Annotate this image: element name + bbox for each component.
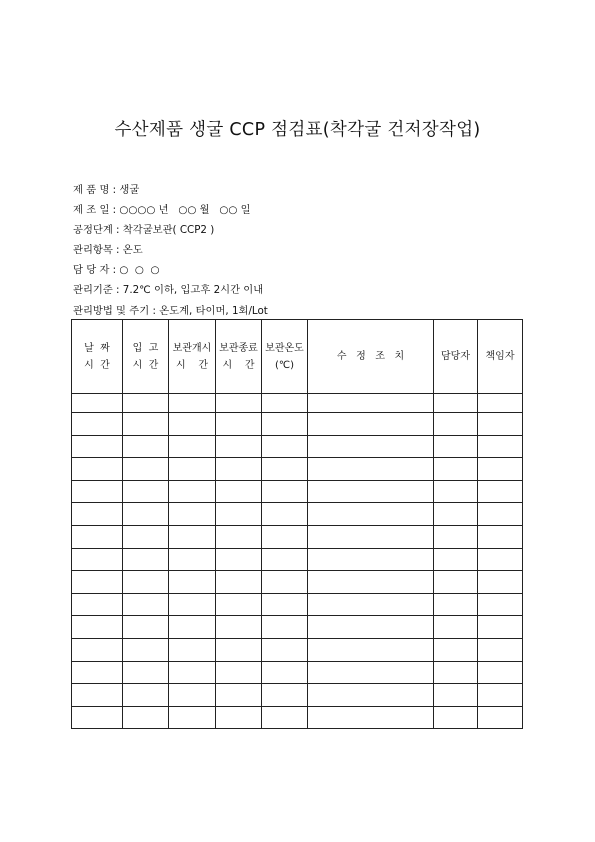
table-cell[interactable]: [262, 435, 308, 458]
inspection-table: [71, 319, 523, 729]
table-cell[interactable]: [169, 413, 216, 436]
table-cell[interactable]: [478, 480, 523, 503]
table-cell[interactable]: [262, 413, 308, 436]
table-row: [72, 684, 523, 707]
table-cell[interactable]: [262, 548, 308, 571]
table-cell[interactable]: [434, 684, 478, 707]
table-cell[interactable]: [123, 503, 169, 526]
table-cell[interactable]: [308, 593, 434, 616]
table-cell[interactable]: [123, 394, 169, 413]
table-cell[interactable]: [216, 503, 262, 526]
table-row: [72, 458, 523, 481]
table-cell[interactable]: [169, 548, 216, 571]
table-cell[interactable]: [434, 571, 478, 594]
table-cell[interactable]: [434, 480, 478, 503]
table-cell[interactable]: [434, 706, 478, 729]
table-cell[interactable]: [434, 661, 478, 684]
process-step-field: 공정단계 : 착각굴보관( CCP2 ): [73, 224, 215, 237]
table-cell[interactable]: [308, 684, 434, 707]
table-cell[interactable]: [169, 616, 216, 639]
table-cell[interactable]: [478, 394, 523, 413]
table-cell[interactable]: [262, 684, 308, 707]
table-cell[interactable]: [478, 458, 523, 481]
table-cell[interactable]: [72, 480, 123, 503]
table-cell[interactable]: [478, 435, 523, 458]
table-cell[interactable]: [216, 638, 262, 661]
table-cell[interactable]: [308, 503, 434, 526]
table-cell[interactable]: [72, 394, 123, 413]
table-cell[interactable]: [434, 525, 478, 548]
table-cell[interactable]: [72, 503, 123, 526]
table-row: [72, 435, 523, 458]
table-cell[interactable]: [434, 394, 478, 413]
table-cell[interactable]: [169, 435, 216, 458]
table-row: [72, 661, 523, 684]
table-row: [72, 593, 523, 616]
table-row: [72, 480, 523, 503]
table-cell[interactable]: [308, 413, 434, 436]
table-cell[interactable]: [262, 394, 308, 413]
table-cell[interactable]: [216, 661, 262, 684]
table-cell[interactable]: [123, 616, 169, 639]
table-cell[interactable]: [216, 548, 262, 571]
table-cell[interactable]: [123, 458, 169, 481]
table-cell[interactable]: [123, 593, 169, 616]
production-date-field: 제 조 일 : ○○○○ 년 ○○ 월 ○○ 일: [73, 204, 251, 217]
header-corrective-action: 수 정 조 치: [308, 320, 434, 394]
table-cell[interactable]: [72, 638, 123, 661]
table-cell[interactable]: [216, 684, 262, 707]
table-row: [72, 394, 523, 413]
table-cell[interactable]: [123, 684, 169, 707]
table-cell[interactable]: [123, 571, 169, 594]
table-cell[interactable]: [434, 616, 478, 639]
table-row: [72, 548, 523, 571]
table-cell[interactable]: [262, 706, 308, 729]
table-cell[interactable]: [169, 684, 216, 707]
person-in-charge-field: 담 당 자 : ○ ○ ○: [73, 264, 160, 277]
table-cell[interactable]: [308, 571, 434, 594]
table-cell[interactable]: [169, 706, 216, 729]
table-cell[interactable]: [308, 458, 434, 481]
header-storage-temperature: 보관온도 (℃): [262, 320, 308, 394]
table-cell[interactable]: [123, 548, 169, 571]
table-cell[interactable]: [434, 638, 478, 661]
table-cell[interactable]: [262, 661, 308, 684]
table-cell[interactable]: [72, 661, 123, 684]
table-cell[interactable]: [262, 571, 308, 594]
table-cell[interactable]: [478, 684, 523, 707]
table-cell[interactable]: [216, 525, 262, 548]
table-cell[interactable]: [169, 480, 216, 503]
table-cell[interactable]: [169, 593, 216, 616]
table-cell[interactable]: [478, 661, 523, 684]
table-cell[interactable]: [308, 661, 434, 684]
table-cell[interactable]: [216, 571, 262, 594]
table-cell[interactable]: [72, 706, 123, 729]
info-block: [73, 180, 268, 321]
table-row: [72, 413, 523, 436]
table-cell[interactable]: [308, 706, 434, 729]
table-row: [72, 706, 523, 729]
table-cell[interactable]: [478, 525, 523, 548]
table-cell[interactable]: [72, 571, 123, 594]
table-cell[interactable]: [216, 706, 262, 729]
table-cell[interactable]: [216, 480, 262, 503]
table-cell[interactable]: [169, 394, 216, 413]
table-cell[interactable]: [216, 458, 262, 481]
table-cell[interactable]: [216, 435, 262, 458]
table-cell[interactable]: [308, 480, 434, 503]
table-cell[interactable]: [262, 593, 308, 616]
header-date-time: 날 짜 시 간: [72, 320, 123, 394]
table-cell[interactable]: [72, 548, 123, 571]
table-cell[interactable]: [434, 435, 478, 458]
table-cell[interactable]: [72, 684, 123, 707]
table-cell[interactable]: [308, 616, 434, 639]
table-cell[interactable]: [72, 435, 123, 458]
header-storage-start-time: 보관개시 시 간: [169, 320, 216, 394]
header-person-in-charge: 담당자: [434, 320, 478, 394]
table-cell[interactable]: [123, 413, 169, 436]
table-cell[interactable]: [262, 525, 308, 548]
table-cell[interactable]: [308, 435, 434, 458]
table-cell[interactable]: [123, 480, 169, 503]
table-cell[interactable]: [169, 661, 216, 684]
table-cell[interactable]: [478, 706, 523, 729]
table-cell[interactable]: [72, 458, 123, 481]
table-cell[interactable]: [434, 593, 478, 616]
table-cell[interactable]: [216, 394, 262, 413]
table-cell[interactable]: [434, 548, 478, 571]
table-cell[interactable]: [478, 413, 523, 436]
table-cell[interactable]: [72, 616, 123, 639]
header-supervisor: 책임자: [478, 320, 523, 394]
table-cell[interactable]: [308, 638, 434, 661]
page-title: 수산제품 생굴 CCP 점검표(착각굴 건저장작업): [114, 120, 481, 140]
table-row: [72, 525, 523, 548]
table-cell[interactable]: [478, 571, 523, 594]
table-cell[interactable]: [478, 593, 523, 616]
table-cell[interactable]: [262, 616, 308, 639]
control-criteria-field: 관리기준 : 7.2℃ 이하, 입고후 2시간 이내: [73, 284, 264, 297]
header-storage-end-time: 보관종료 시 간: [216, 320, 262, 394]
table-cell[interactable]: [72, 593, 123, 616]
table-cell[interactable]: [169, 458, 216, 481]
table-cell[interactable]: [169, 525, 216, 548]
table-cell[interactable]: [478, 616, 523, 639]
table-cell[interactable]: [169, 571, 216, 594]
table-cell[interactable]: [169, 503, 216, 526]
table-row: [72, 571, 523, 594]
table-row: [72, 503, 523, 526]
table-cell[interactable]: [262, 503, 308, 526]
table-header-row: [72, 320, 523, 394]
table-row: [72, 638, 523, 661]
table-cell[interactable]: [262, 480, 308, 503]
table-cell[interactable]: [123, 661, 169, 684]
product-name-field: 제 품 명 : 생굴: [73, 184, 140, 196]
table-cell[interactable]: [262, 458, 308, 481]
table-cell[interactable]: [123, 638, 169, 661]
table-body: [72, 394, 523, 729]
table-cell[interactable]: [72, 413, 123, 436]
table-cell[interactable]: [123, 706, 169, 729]
table-cell[interactable]: [478, 548, 523, 571]
table-cell[interactable]: [434, 503, 478, 526]
table-cell[interactable]: [308, 548, 434, 571]
header-receiving-time: 입 고 시 간: [123, 320, 169, 394]
table-cell[interactable]: [123, 525, 169, 548]
table-row: [72, 616, 523, 639]
table-cell[interactable]: [308, 394, 434, 413]
table-cell[interactable]: [478, 503, 523, 526]
table-cell[interactable]: [434, 413, 478, 436]
table-cell[interactable]: [72, 525, 123, 548]
table-cell[interactable]: [216, 616, 262, 639]
table-cell[interactable]: [216, 413, 262, 436]
control-item-field: 관리항목 : 온도: [73, 244, 143, 257]
control-method-field: 관리방법 및 주기 : 온도계, 타이머, 1회/Lot: [73, 304, 268, 317]
table-cell[interactable]: [434, 458, 478, 481]
table-cell[interactable]: [169, 638, 216, 661]
table-cell[interactable]: [262, 638, 308, 661]
table-cell[interactable]: [216, 593, 262, 616]
table-cell[interactable]: [308, 525, 434, 548]
table-cell[interactable]: [478, 638, 523, 661]
table-cell[interactable]: [123, 435, 169, 458]
